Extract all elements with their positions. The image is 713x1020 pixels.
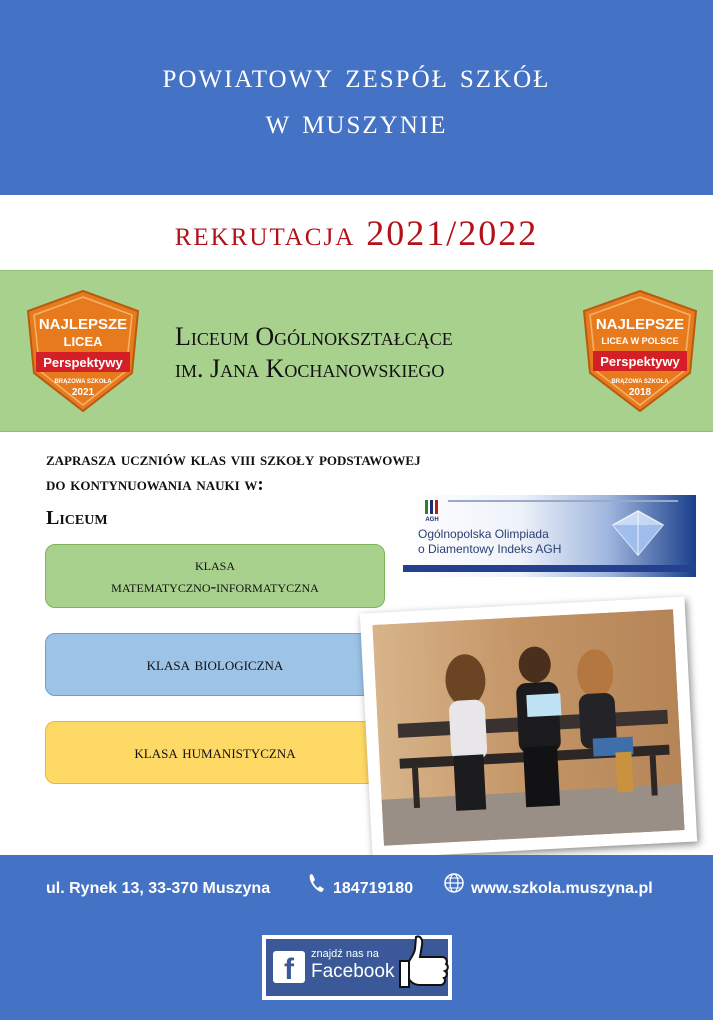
header-band: [0, 0, 713, 195]
invitation-text: [46, 447, 646, 497]
badge-right-year: 2018: [628, 387, 652, 398]
agh-logo: [421, 498, 445, 527]
recruitment-band: [0, 195, 713, 270]
liceum-label: Liceum: [46, 507, 108, 529]
badge-left-tag: BRĄZOWA SZKOŁA: [54, 379, 112, 385]
class-math-it-line1: klasa: [194, 555, 235, 574]
school-group-title-line2: w muszynie: [265, 100, 448, 141]
agh-olympiad-line2: o Diamentowy Indeks AGH: [418, 542, 562, 556]
thumbs-up-icon: [398, 933, 450, 1001]
agh-banner-rule: [448, 500, 678, 502]
school-name: [175, 321, 575, 385]
class-math-it-box: [45, 544, 385, 608]
badge-left-ribbon: Perspektywy: [43, 355, 123, 370]
facebook-button[interactable]: [262, 935, 452, 1000]
students-photo: [360, 597, 697, 859]
facebook-button-body: [266, 939, 448, 996]
school-name-line1: Liceum Ogólnokształcące: [175, 322, 453, 351]
class-biology-label: klasa biologiczna: [146, 654, 284, 674]
agh-olympiad-line1: Ogólnopolska Olimpiada: [418, 527, 549, 541]
facebook-small-text: znajdź nas na: [311, 948, 379, 960]
badge-right-line1: NAJLEPSZE: [595, 316, 685, 333]
badge-right-line2: LICEA W POLSCE: [601, 336, 679, 346]
facebook-big-text: Facebook: [311, 961, 395, 982]
footer-band: [0, 855, 713, 1020]
agh-banner-bar: [403, 565, 696, 572]
badge-left-line2: LICEA: [63, 334, 103, 349]
recruitment-title: rekrutacja 2021/2022: [174, 212, 539, 253]
class-biology-box: [45, 633, 385, 696]
class-humanities-box: [45, 721, 385, 784]
globe-icon: [443, 872, 465, 894]
class-humanities-label: klasa humanistyczna: [134, 742, 296, 762]
phone-icon: [307, 872, 327, 894]
diamond-icon: [593, 503, 683, 563]
perspektywy-badge-2018: [578, 289, 702, 413]
school-address: ul. Rynek 13, 33-370 Muszyna: [46, 880, 271, 897]
invitation-line1: zaprasza uczniów klas viii szkoły podstawowej: [46, 449, 421, 470]
agh-logo-text: AGH: [425, 517, 439, 522]
school-phone[interactable]: 184719180: [333, 880, 414, 897]
agh-olympiad-title: [418, 527, 578, 557]
badge-left-year: 2021: [71, 387, 95, 398]
badge-right-ribbon: Perspektywy: [600, 354, 680, 369]
badge-right-tag: BRĄZOWA SZKOŁA: [611, 379, 669, 385]
badge-left-line1: NAJLEPSZE: [38, 316, 128, 333]
class-math-it-line2: matematyczno-informatyczna: [111, 577, 319, 596]
invitation-line2: do kontynuowania nauki w:: [46, 474, 264, 495]
school-band: [0, 270, 713, 432]
perspektywy-badge-2021: [22, 289, 144, 413]
school-group-title-line1: powiatowy zespół szkół: [162, 54, 551, 95]
facebook-f-icon: f: [273, 951, 305, 983]
agh-olympiad-banner: [403, 495, 696, 577]
school-website-link[interactable]: www.szkola.muszyna.pl: [471, 880, 653, 897]
school-name-line2: im. Jana Kochanowskiego: [175, 354, 445, 383]
